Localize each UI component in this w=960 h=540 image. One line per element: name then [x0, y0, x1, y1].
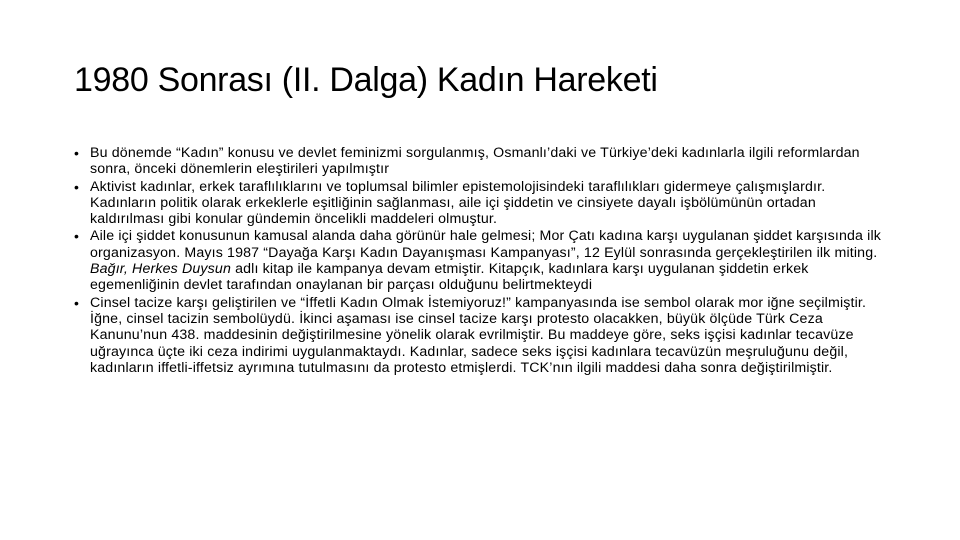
- bullet-text-rich: [90, 228, 892, 293]
- bullet-dot-icon: •: [74, 294, 80, 311]
- bullet-item: [74, 295, 892, 376]
- bullet-item: [74, 179, 892, 228]
- book-title: Bağır, Herkes Duysun: [90, 261, 231, 278]
- bullet-item: [74, 145, 892, 178]
- bullet-text: Aktivist kadınlar, erkek taraflılıklarını ve toplumsal bilimler epistemolojisindeki taraflılıkları gidermeye çalışmışlardır. Kadınların politik olarak erkeklerle eşitliğinin sağlanması, aile içi şiddetin ve cinsiyete dayalı işbölümünün ortadan kaldırılması gibi konular gündemin öncelikli maddeleri olmuştur.: [90, 178, 826, 228]
- bullet-text: Bu dönemde “Kadın” konusu ve devlet feminizmi sorgulanmış, Osmanlı’daki ve Türkiye’deki kadınlarla ilgili reformlardan sonra, önceki dönemlerin eleştirileri yapılmıştır: [90, 145, 860, 178]
- bullet-list: [74, 145, 892, 377]
- bullet-text-part: adlı kitap ile kampanya devam etmiştir. Kitapçık, kadınlara karşı uygulanan şiddetin erkek egemenliğinin devlet tarafından onaylanan bir parçası olduğunu belirtmekteydi: [90, 261, 809, 294]
- bullet-text-part: Aile içi şiddet konusunun kamusal alanda daha görünür hale gelmesi; Mor Çatı kadına karşı uygulanan şiddet karşısında ilk organizasyon. Mayıs 1987 “Dayağa Karşı Kadın Dayanışması Kampanyası”, 12 Eylül sonrasında gerçekleştirilen ilk miting.: [90, 228, 882, 261]
- bullet-dot-icon: •: [74, 145, 80, 161]
- bullet-text: Cinsel tacize karşı geliştirilen ve “İffetli Kadın Olmak İstemiyoruz!” kampanyasında ise sembol olarak mor iğne seçilmiştir. İğne, cinsel tacizin sembolüydü. İkinci aşaması ise cinsel tacize karşı protesto olacakken, büyük ölçüde Türk Ceza Kanunu’nun 438. maddesinin değiştirilmesine yönelik olarak evrilmiştir. Bu maddeye göre, seks işçisi kadınlar tecavüze uğrayınca üçte iki ceza indirimi uygulanmaktaydı. Kadınlar, sadece seks işçisi kadınlara tecavüzün meşruluğunu değil, kadınların iffetli-iffetsiz ayrımına tutulmasını da protesto etmişlerdi. TCK’nın ilgili maddesi daha sonra değiştirilmiştir.: [90, 294, 867, 376]
- bullet-item: [74, 228, 892, 293]
- bullet-dot-icon: •: [74, 178, 80, 195]
- slide-title: 1980 Sonrası (II. Dalga) Kadın Hareketi: [74, 61, 658, 99]
- bullet-dot-icon: •: [74, 228, 80, 245]
